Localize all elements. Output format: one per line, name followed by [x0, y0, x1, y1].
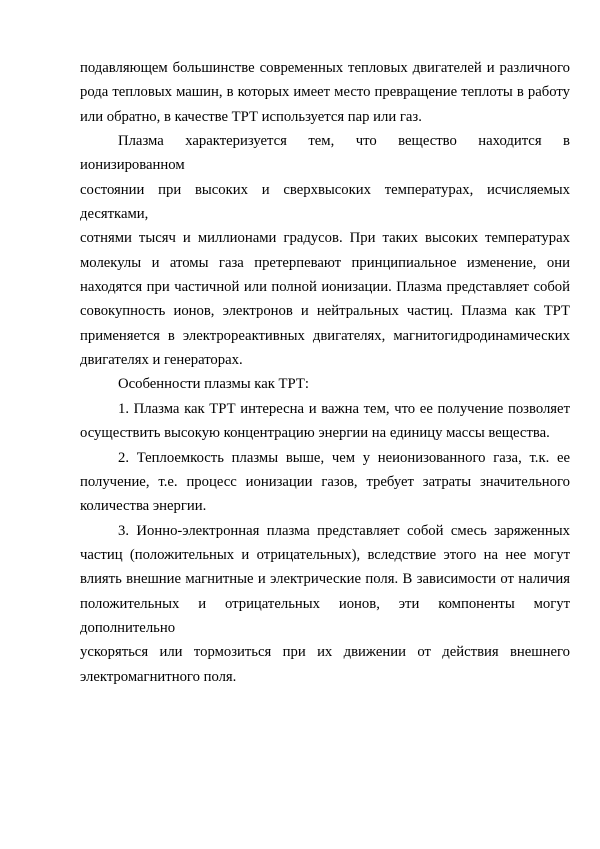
text-line: частиц (положительных и отрицательных), вследствие этого на нее могут	[80, 546, 570, 563]
paragraph	[80, 56, 570, 129]
text-line: осуществить высокую концентрацию энергии на единицу массы вещества.	[80, 425, 550, 442]
text-line: совокупность ионов, электронов и нейтральных частиц. Плазма как ТРТ	[80, 303, 570, 320]
paragraph	[80, 129, 570, 372]
text-line: молекулы и атомы газа претерпевают принципиальное изменение, они	[80, 254, 570, 271]
document-text	[80, 56, 570, 689]
text-line: 3. Ионно-электронная плазма представляет собой смесь заряженных	[118, 522, 570, 539]
text-line: двигателях и генераторах.	[80, 352, 243, 369]
text-line: 2. Теплоемкость плазмы выше, чем у неионизованного газа, т.к. ее	[118, 449, 570, 466]
text-line: состоянии при высоких и сверхвысоких температурах, исчисляемых десятками,	[80, 181, 570, 223]
text-line: 1. Плазма как ТРТ интересна и важна тем, что ее получение позволяет	[118, 400, 570, 417]
text-line: электромагнитного поля.	[80, 668, 237, 685]
paragraph	[80, 397, 570, 446]
text-line: получение, т.е. процесс ионизации газов, требует затраты значительного	[80, 473, 570, 490]
paragraph	[80, 446, 570, 519]
text-line: Особенности плазмы как ТРТ:	[118, 376, 309, 393]
text-line: находятся при частичной или полной ионизации. Плазма представляет собой	[80, 279, 570, 296]
text-line: положительных и отрицательных ионов, эти компоненты могут дополнительно	[80, 595, 570, 636]
text-line: подавляющем большинстве современных тепловых двигателей и различного	[80, 60, 570, 76]
text-line: применяется в электрореактивных двигателях, магнитогидродинамических	[80, 327, 570, 344]
text-line: Плазма характеризуется тем, что вещество находится в ионизированном	[80, 133, 570, 174]
text-line: влиять внешние магнитные и электрические поля. В зависимости от наличия	[80, 571, 570, 588]
paragraph	[80, 519, 570, 689]
text-line: ускоряться или тормозиться при их движении от действия внешнего	[80, 644, 570, 661]
text-line: или обратно, в качестве ТРТ используется пар или газ.	[80, 108, 422, 125]
text-line: рода тепловых машин, в которых имеет место превращение теплоты в работу	[80, 84, 570, 101]
paragraph	[80, 372, 570, 396]
text-line: количества энергии.	[80, 498, 207, 515]
text-line: сотнями тысяч и миллионами градусов. При таких высоких температурах	[80, 230, 570, 247]
